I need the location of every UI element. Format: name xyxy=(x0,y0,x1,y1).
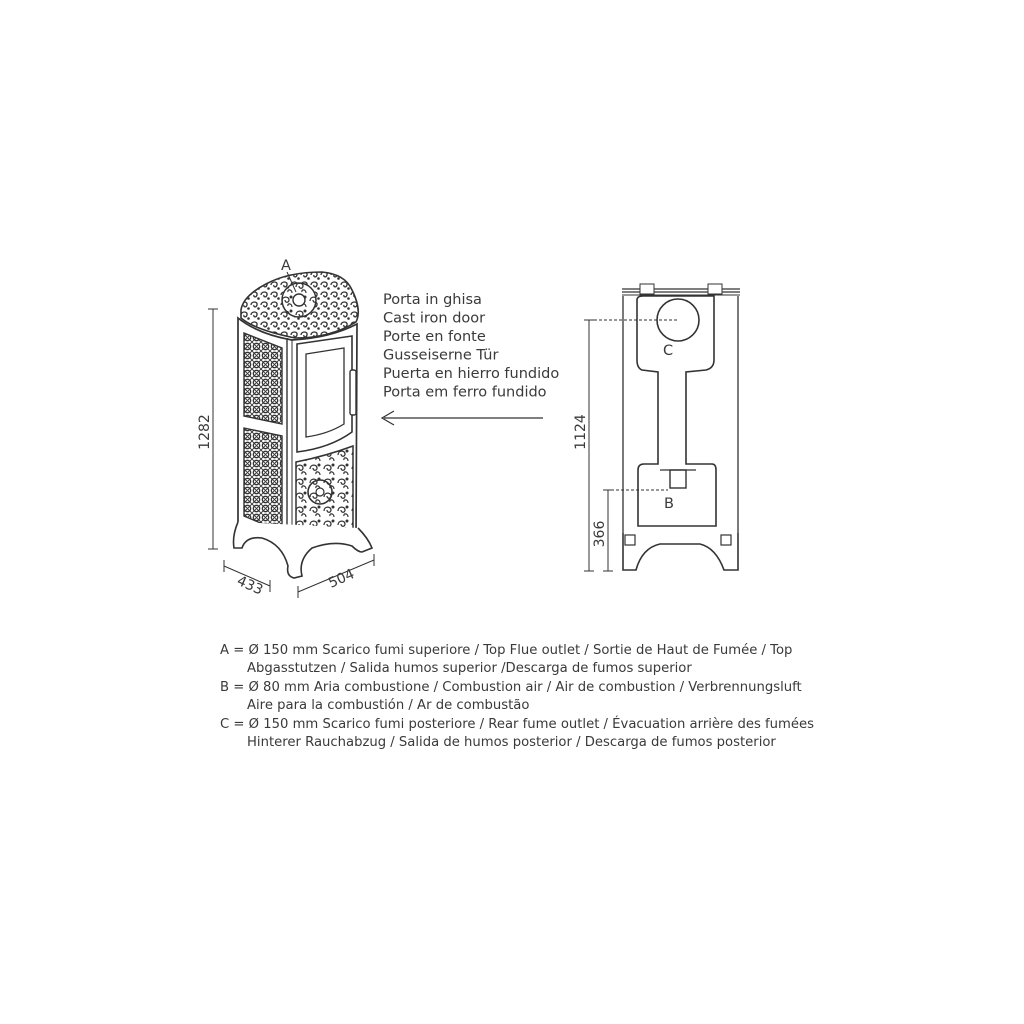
door-label-line-1: Porta in ghisa xyxy=(383,292,482,308)
side-panel-lower xyxy=(244,428,282,532)
legend-a-line-2: Abgasstutzen / Salida humos superior /Descarga de fumos superior xyxy=(247,661,692,677)
legend xyxy=(220,642,860,752)
height-b-dimension-label: 366 xyxy=(592,520,608,548)
marker-c: C xyxy=(663,343,674,359)
door-label-line-3: Porte en fonte xyxy=(383,329,486,345)
stove-door-glass xyxy=(306,348,344,437)
door-callout xyxy=(382,292,559,425)
door-label-line-2: Cast iron door xyxy=(383,310,486,327)
legend-c-line-2: Hinterer Rauchabzug / Salida de humos posterior / Descarga de fumos posterior xyxy=(247,735,776,751)
depth-dimension-label: 433 xyxy=(234,573,266,599)
legend-b-line-1: B = Ø 80 mm Aria combustione / Combustion air / Air de combustion / Verbrennungsluft xyxy=(220,679,802,695)
side-panel-upper xyxy=(244,333,282,424)
marker-b: B xyxy=(664,496,674,512)
door-label-line-6: Porta em ferro fundido xyxy=(383,384,547,401)
air-inlet-b xyxy=(670,470,686,488)
legend-c-line-1: C = Ø 150 mm Scarico fumi posteriore / Rear fume outlet / Évacuation arrière des fumées xyxy=(220,716,814,732)
width-dimension-label: 504 xyxy=(326,566,358,592)
stove-front-view xyxy=(197,258,374,599)
height-dimension-label: 1282 xyxy=(197,414,213,450)
marker-a: A xyxy=(281,258,291,274)
height-c-dimension-label: 1124 xyxy=(573,414,589,450)
door-label-line-4: Gusseiserne Tür xyxy=(383,347,499,364)
door-label-line-5: Puerta en hierro fundido xyxy=(383,366,560,382)
legend-b-line-2: Aire para la combustión / Ar de combustão xyxy=(247,698,530,714)
legend-a-line-1: A = Ø 150 mm Scarico fumi superiore / Top Flue outlet / Sortie de Haut de Fumée / Top xyxy=(220,643,793,658)
door-handle xyxy=(350,370,356,415)
stove-rear-view xyxy=(573,284,740,571)
